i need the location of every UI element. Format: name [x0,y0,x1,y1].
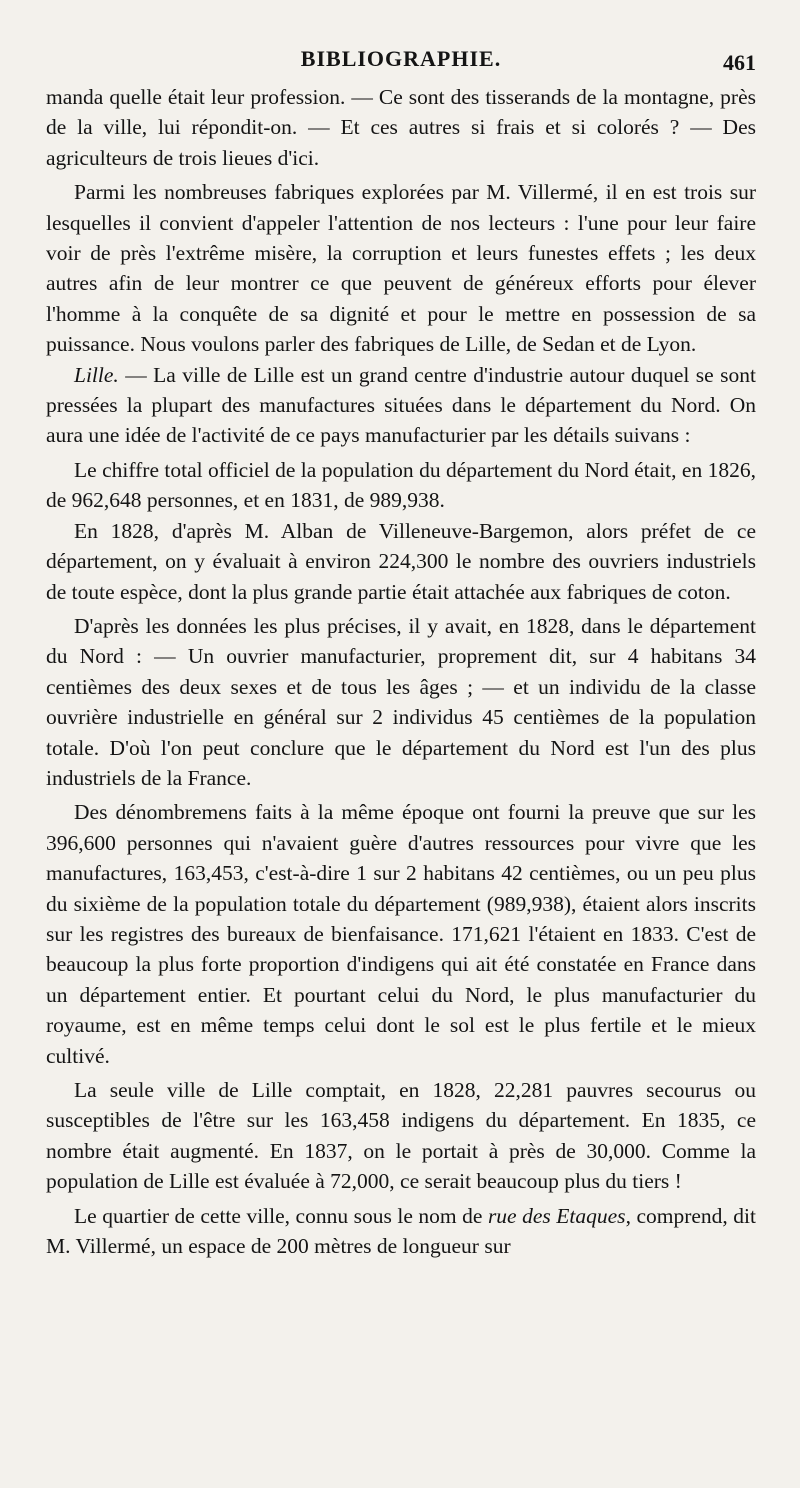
paragraph [46,516,756,607]
body-text [46,82,756,1261]
paragraph-lille [46,360,756,451]
paragraph-text: La seule ville de Lille comptait, en 1828, 22,281 pauvres secourus ou susceptibles de l'être sur les 163,458 indigens du département. En 1835, ce nombre était augmenté. En 1837, on le portait à près de 30,000. Comme la population de Lille est évaluée à 72,000, ce serait beaucoup plus du tiers ! [46,1078,756,1194]
paragraph-text: Le quartier de cette ville, connu sous le nom de [74,1203,488,1228]
paragraph [46,455,756,516]
paragraph-text: Le chiffre total officiel de la population du département du Nord était, en 1826, de 962,648 personnes, et en 1831, de 989,938. [46,457,756,513]
paragraph-continuation [46,82,756,173]
paragraph-text: En 1828, d'après M. Alban de Villeneuve-Bargemon, alors préfet de ce département, on y évaluait à environ 224,300 le nombre des ouvriers industriels de toute espèce, dont la plus grande partie était attachée aux fabriques de coton. [46,518,756,604]
paragraph [46,797,756,1071]
paragraph-text: manda quelle était leur profession. — Ce sont des tisserands de la montagne, près de la ville, lui répondit-on. — Et ces autres si frais et si colorés ? — Des agriculteurs de trois lieues d'ici. [46,85,756,170]
page-number: 461 [723,50,756,75]
paragraph [46,611,756,793]
paragraph-text: D'après les données les plus précises, il y avait, en 1828, dans le département du Nord : — Un ouvrier manufacturier, proprement dit, sur 4 habitans 34 centièmes des deux sexes et de tous les âges ; — et un individu de la classe ouvrière industrielle en général sur 2 individus 45 centièmes de la population totale. D'où l'on peut conclure que le département du Nord est l'un des plus industriels de la France. [46,613,756,790]
paragraph [46,1201,756,1262]
paragraph [46,177,756,359]
paragraph [46,1075,756,1197]
section-run-in-heading: Lille. [74,362,119,387]
paragraph-text: — La ville de Lille est un grand centre d'industrie autour duquel se sont pressées la plupart des manufactures situées dans le département du Nord. On aura une idée de l'activité de ce pays manufacturier par les détails suivans : [46,362,756,448]
street-name: rue des Etaques [487,1203,626,1228]
running-title: BIBLIOGRAPHIE. [300,46,502,71]
paragraph-text: Parmi les nombreuses fabriques explorées par M. Villermé, il en est trois sur lesquelles il convient d'appeler l'attention de nos lecteurs : l'une pour leur faire voir de près l'extrême misère, la corruption et leurs funestes effets ; les deux autres afin de leur montrer ce que peuvent de généreux efforts pour élever l'homme à la conquête de sa dignité et pour le mettre en possession de sa puissance. Nous voulons parler des fabriques de Lille, de Sedan et de Lyon. [46,180,756,357]
paragraph-text: Des dénombremens faits à la même époque ont fourni la preuve que sur les 396,600 personnes qui n'avaient guère d'autres ressources pour vivre que les manufactures, 163,453, c'est-à-dire 1 sur 2 habitans 42 centièmes, ou un peu plus du sixième de la population totale du département (989,938), étaient alors inscrits sur les registres des bureaux de bienfaisance. 171,621 l'étaient en 1833. C'est de beaucoup la plus forte proportion d'indigens qui ait été constatée en France dans un département entier. Et pourtant celui du Nord, le plus manufacturier du royaume, est en même temps celui dont le sol est le plus fertile et le mieux cultivé. [46,800,756,1068]
paragraph-text: , comprend, dit M. Villermé, un espace de 200 mètres de longueur sur [46,1203,757,1259]
running-head [46,38,756,82]
